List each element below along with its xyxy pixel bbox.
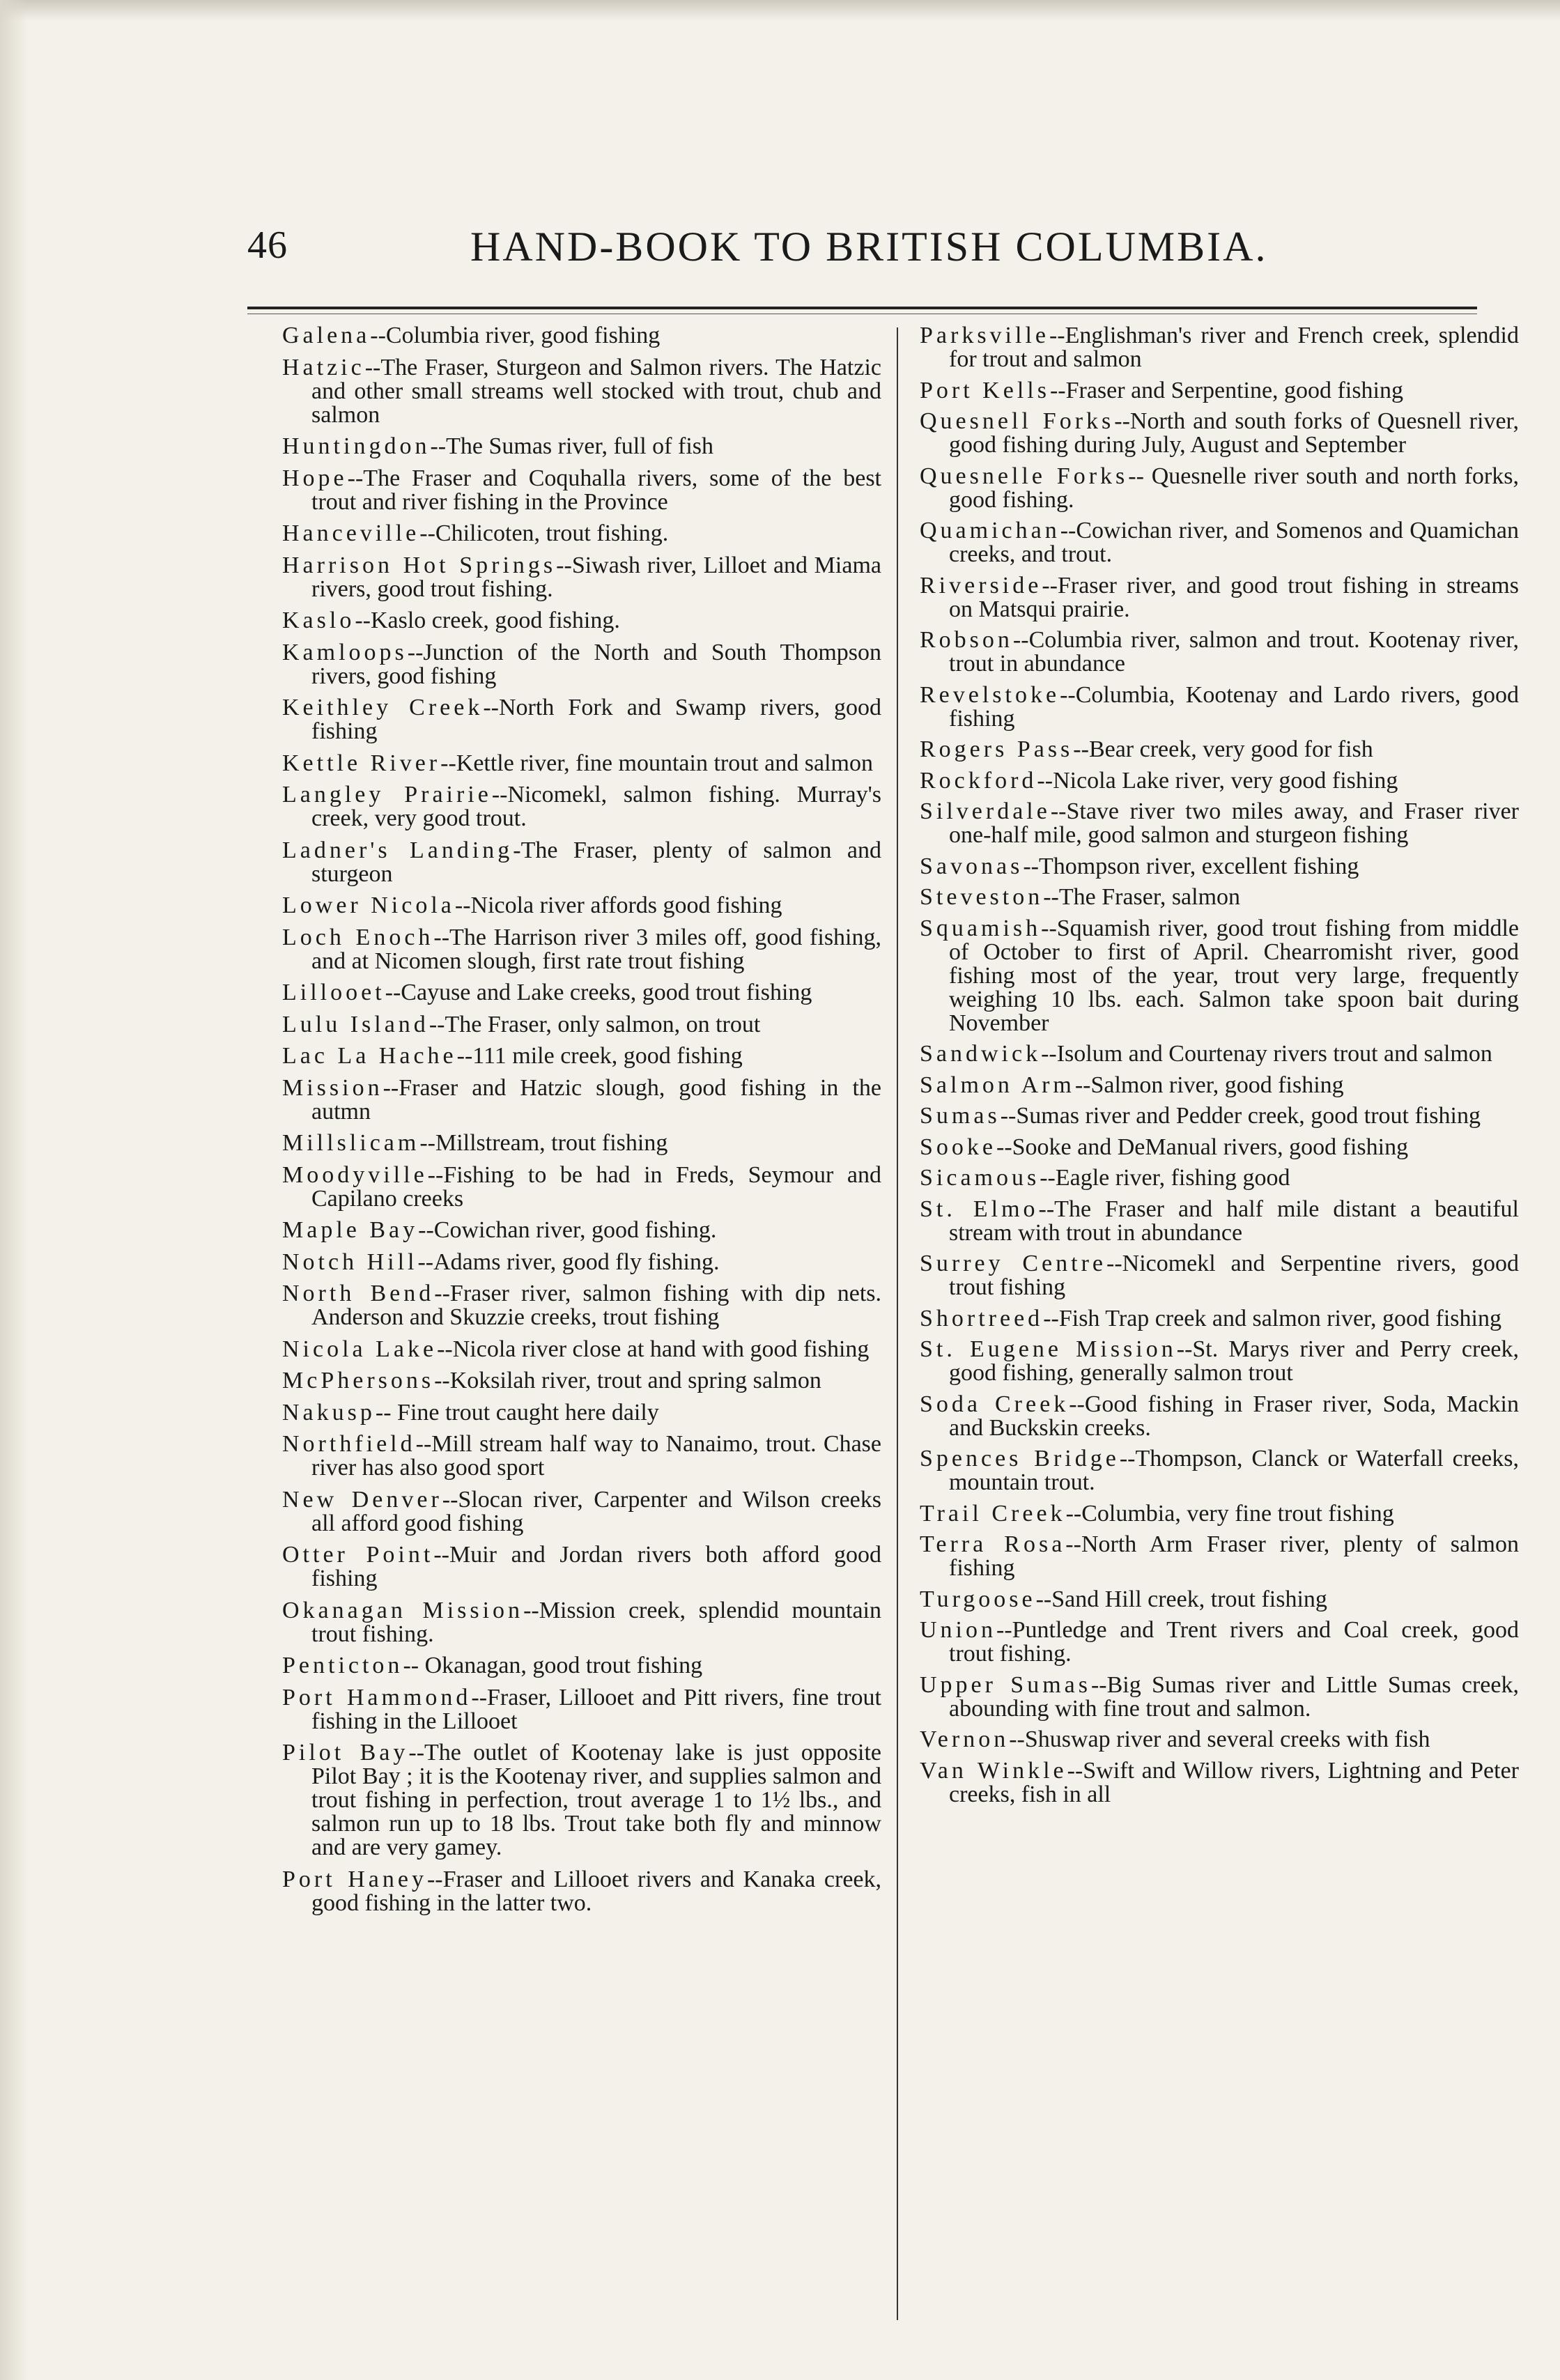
directory-entry — [920, 683, 1519, 731]
entry-place-name: Parksville — [920, 323, 1049, 348]
directory-entry — [282, 752, 881, 775]
directory-entry — [282, 1076, 881, 1124]
entry-description: --Thompson river, excellent fishing — [1023, 853, 1359, 879]
directory-entry — [920, 628, 1519, 676]
entry-place-name: Millslicam — [282, 1130, 420, 1156]
entry-description: --Koksilah river, trout and spring salmon — [434, 1368, 821, 1393]
directory-entry — [282, 981, 881, 1005]
entry-place-name: Sandwick — [920, 1041, 1042, 1067]
directory-entry — [282, 1219, 881, 1242]
entry-place-name: Vernon — [920, 1726, 1010, 1752]
entry-place-name: Okanagan Mission — [282, 1597, 524, 1623]
directory-entry — [920, 465, 1519, 512]
entry-description: --Sumas river and Pedder creek, good trout fishing — [1000, 1103, 1481, 1129]
directory-entry — [920, 1136, 1519, 1159]
entry-description: --Slocan river, Carpenter and Wilson creeks all afford good fishing — [311, 1486, 881, 1536]
directory-entry — [282, 1543, 881, 1591]
directory-entry — [920, 1588, 1519, 1612]
directory-entry — [282, 435, 881, 458]
directory-entry — [920, 1307, 1519, 1331]
directory-entry — [282, 783, 881, 830]
entry-place-name: Hatzic — [282, 354, 365, 380]
entry-description: --Cowichan river, good fishing. — [418, 1217, 717, 1243]
entry-place-name: Port Haney — [282, 1866, 427, 1892]
entry-description: --The Fraser and half mile distant a beautiful stream with trout in abundance — [949, 1196, 1519, 1246]
directory-entry — [282, 1432, 881, 1480]
entry-place-name: Kettle River — [282, 750, 441, 776]
directory-entry — [920, 1042, 1519, 1066]
directory-entry — [920, 855, 1519, 879]
entry-description: --Muir and Jordan rivers both afford good fishing — [311, 1542, 881, 1591]
entry-place-name: Steveston — [920, 884, 1044, 910]
entry-description: -- Okanagan, good trout fishing — [403, 1653, 703, 1678]
entry-description: --Good fishing in Fraser river, Soda, Mackin and Buckskin creeks. — [949, 1391, 1519, 1441]
entry-place-name: Rogers Pass — [920, 736, 1074, 762]
entry-description: --The Fraser, only salmon, on trout — [428, 1011, 761, 1037]
entry-description: --The Sumas river, full of fish — [430, 433, 713, 459]
entry-place-name: Nicola Lake — [282, 1336, 438, 1362]
entry-place-name: Huntingdon — [282, 433, 431, 459]
entry-place-name: Rockford — [920, 767, 1037, 794]
directory-entry — [282, 1161, 881, 1212]
entry-place-name: North Bend — [282, 1281, 435, 1306]
entry-description: --Englishman's river and French creek, splendid for trout and salmon — [949, 323, 1519, 372]
entry-place-name: Langley Prairie — [282, 782, 492, 808]
entry-place-name: Pilot Bay — [282, 1740, 409, 1765]
entry-place-name: St. Elmo — [920, 1196, 1039, 1222]
left-column — [282, 324, 881, 1923]
directory-entry — [920, 1447, 1519, 1494]
directory-entry — [920, 410, 1519, 457]
entry-description: --The outlet of Kootenay lake is just opposite Pilot Bay ; it is the Kootenay river, and supplies salmon and trout fishing in perfection, trout average 1 to 1½ lbs., and salmon run up to 18 lbs. Trout take both fly and minnow and are very gamey. — [311, 1740, 881, 1860]
entry-place-name: Quesnelle Forks — [920, 463, 1129, 489]
directory-entry — [920, 1104, 1519, 1128]
directory-entry — [920, 1533, 1519, 1580]
entry-place-name: Penticton — [282, 1653, 403, 1678]
entry-description: --Puntledge and Trent rivers and Coal creek, good trout fishing. — [949, 1617, 1519, 1667]
entry-description: --Adams river, good fly fishing. — [417, 1249, 720, 1275]
entry-description: --Big Sumas river and Little Sumas creek, abounding with fine trout and salmon. — [949, 1671, 1519, 1722]
entry-place-name: Spences Bridge — [920, 1446, 1120, 1471]
entry-place-name: Quesnell Forks — [920, 408, 1115, 434]
entry-place-name: Revelstoke — [920, 681, 1060, 708]
entry-place-name: Nakusp — [282, 1399, 376, 1425]
directory-entry — [920, 1502, 1519, 1526]
directory-entry — [282, 1599, 881, 1646]
entry-place-name: Lillooet — [282, 980, 385, 1005]
directory-entry — [920, 324, 1519, 371]
entry-description: --Sand Hill creek, trout fishing — [1035, 1586, 1327, 1612]
entry-description: --Fraser and Serpentine, good fishing — [1049, 377, 1403, 403]
entry-description: --Mill stream half way to Nanaimo, trout. Chase river has also good sport — [311, 1431, 881, 1481]
entry-place-name: Hope — [282, 465, 348, 491]
entry-place-name: Keithley Creek — [282, 695, 484, 720]
entry-description: --Siwash river, Lilloet and Miama rivers, good trout fishing. — [311, 552, 881, 602]
entry-place-name: New Denver — [282, 1486, 442, 1513]
entry-place-name: Otter Point — [282, 1542, 434, 1568]
entry-description: --Fraser and Hatzic slough, good fishing in the autmn — [311, 1074, 881, 1125]
entry-description: --Nicomekl and Serpentine rivers, good trout fishing — [949, 1251, 1519, 1300]
directory-entry — [920, 1618, 1519, 1666]
entry-place-name: Northfield — [282, 1431, 416, 1457]
entry-description: --Isolum and Courtenay rivers trout and salmon — [1041, 1041, 1492, 1067]
entry-description: --Salmon river, good fishing — [1074, 1072, 1344, 1098]
entry-description: --Nicola river affords good fishing — [454, 892, 782, 918]
entry-place-name: Sumas — [920, 1103, 1001, 1129]
entry-description: --Mission creek, splendid mountain trout fishing. — [311, 1597, 881, 1647]
entry-place-name: Kaslo — [282, 608, 355, 633]
entry-place-name: Lulu Island — [282, 1011, 429, 1037]
right-column — [920, 324, 1519, 1814]
entry-description: --North Arm Fraser river, plenty of salmon fishing — [949, 1531, 1519, 1581]
entry-description: --Stave river two miles away, and Fraser river one-half mile, good salmon and sturgeon fishing — [949, 798, 1519, 848]
entry-place-name: Union — [920, 1617, 996, 1643]
entry-description: --The Harrison river 3 miles off, good fishing, and at Nicomen slough, first rate trout fishing — [311, 924, 881, 974]
directory-entry — [282, 1013, 881, 1037]
directory-entry — [282, 522, 881, 546]
directory-entry — [920, 886, 1519, 909]
entry-place-name: Mission — [282, 1074, 383, 1101]
entry-description: --Fraser river, and good trout fishing in streams on Matsqui prairie. — [949, 572, 1519, 622]
entry-place-name: Hanceville — [282, 520, 420, 546]
entry-place-name: Squamish — [920, 915, 1042, 941]
entry-place-name: Lac La Hache — [282, 1043, 457, 1069]
entry-description: --Squamish river, good trout fishing from middle of October to first of April. Chearromisht river, good fishing most of the year, trout very large, frequently weighing 10 lbs. each. Salmon take spoon bait during November — [949, 915, 1519, 1036]
entry-place-name: Soda Creek — [920, 1391, 1069, 1417]
entry-description: -The Fraser, plenty of salmon and sturgeon — [311, 837, 881, 887]
directory-entry — [282, 1488, 881, 1536]
entry-description: --Cayuse and Lake creeks, good trout fishing — [385, 980, 812, 1005]
entry-place-name: Kamloops — [282, 639, 408, 665]
page-header — [247, 223, 1474, 293]
directory-entry — [282, 1741, 881, 1860]
entry-description: --Chilicoten, trout fishing. — [419, 520, 669, 546]
entry-description: --Columbia, Kootenay and Lardo rivers, good fishing — [949, 681, 1519, 732]
entry-place-name: Van Winkle — [920, 1757, 1067, 1784]
entry-place-name: Port Hammond — [282, 1684, 472, 1710]
entry-description: -- Quesnelle river south and north forks, good fishing. — [949, 463, 1519, 513]
scan-left-edge — [0, 0, 28, 2380]
entry-description: --Cowichan river, and Somenos and Quamichan creeks, and trout. — [949, 518, 1519, 567]
directory-entry — [282, 1654, 881, 1678]
directory-entry — [282, 356, 881, 427]
entry-description: --North Fork and Swamp rivers, good fishing — [311, 695, 882, 744]
entry-description: --Fraser and Lillooet rivers and Kanaka creek, good fishing in the latter two. — [311, 1866, 881, 1916]
entry-description: --Nicola river close at hand with good fishing — [437, 1336, 870, 1362]
directory-entry — [920, 800, 1519, 847]
entry-place-name: Savonas — [920, 853, 1024, 879]
entry-description: --Junction of the North and South Thompson rivers, good fishing — [311, 639, 881, 689]
directory-entry — [920, 1166, 1519, 1190]
entry-place-name: Moodyville — [282, 1161, 428, 1188]
entry-description: --Sooke and DeManual rivers, good fishing — [996, 1134, 1409, 1160]
directory-entry — [920, 1759, 1519, 1807]
entry-place-name: Quamichan — [920, 518, 1060, 543]
entry-description: --Bear creek, very good for fish — [1073, 736, 1373, 762]
entry-description: --North and south forks of Quesnell river, good fishing during July, August and September — [949, 408, 1519, 458]
directory-entry — [920, 738, 1519, 762]
entry-description: --Nicola Lake river, very good fishing — [1037, 767, 1398, 794]
directory-entry — [282, 1044, 881, 1068]
entry-description: --Kettle river, fine mountain trout and salmon — [440, 750, 873, 776]
directory-entry — [282, 1282, 881, 1329]
directory-entry — [282, 467, 881, 514]
directory-entry — [282, 1686, 881, 1733]
directory-entry — [920, 519, 1519, 566]
entry-description: --Nicomekl, salmon fishing. Murray's creek, very good trout. — [311, 782, 881, 831]
entry-place-name: Terra Rosa — [920, 1531, 1066, 1557]
directory-entry — [282, 1131, 881, 1155]
page-number: 46 — [247, 224, 288, 267]
entry-description: --Columbia river, good fishing — [370, 323, 661, 348]
column-divider — [897, 327, 898, 2320]
entry-place-name: Riverside — [920, 572, 1042, 598]
entry-place-name: Trail Creek — [920, 1500, 1066, 1527]
directory-entry — [282, 1369, 881, 1393]
entry-description: --The Fraser and Coquhalla rivers, some of the best trout and river fishing in the Province — [311, 465, 881, 515]
entry-description: --Thompson, Clanck or Waterfall creeks, mountain trout. — [949, 1446, 1520, 1495]
directory-entry — [920, 574, 1519, 621]
entry-place-name: Turgoose — [920, 1586, 1036, 1612]
entry-description: -- Fine trout caught here daily — [375, 1399, 659, 1425]
entry-place-name: Lower Nicola — [282, 892, 455, 918]
entry-place-name: Sicamous — [920, 1165, 1040, 1191]
entry-description: --Fraser, Lillooet and Pitt rivers, fine trout fishing in the Lillooet — [311, 1684, 881, 1734]
directory-entry — [920, 1728, 1519, 1752]
directory-entry — [282, 324, 881, 348]
running-title: HAND-BOOK TO BRITISH COLUMBIA. — [470, 224, 1268, 270]
directory-entry — [920, 1393, 1519, 1440]
directory-entry — [282, 609, 881, 633]
entry-place-name: Shortreed — [920, 1305, 1044, 1331]
entry-description: --Fishing to be had in Freds, Seymour and Capilano creeks — [311, 1161, 881, 1212]
entry-description: --Fraser river, salmon fishing with dip nets. Anderson and Skuzzie creeks, trout fishing — [311, 1281, 881, 1330]
entry-description: --Columbia, very fine trout fishing — [1065, 1500, 1394, 1527]
directory-entry — [282, 696, 881, 743]
entry-place-name: Maple Bay — [282, 1217, 419, 1243]
entry-place-name: Silverdale — [920, 798, 1051, 824]
entry-place-name: Ladner's Landing — [282, 837, 513, 863]
directory-entry — [920, 1198, 1519, 1245]
directory-entry — [920, 917, 1519, 1035]
scan-top-edge — [0, 0, 1560, 21]
entry-place-name: Notch Hill — [282, 1249, 418, 1275]
directory-entry — [282, 1338, 881, 1361]
entry-description: --The Fraser, Sturgeon and Salmon rivers. The Hatzic and other small streams well stocked with trout, chub and salmon — [311, 354, 881, 428]
entry-description: --Shuswap river and several creeks with fish — [1009, 1726, 1430, 1752]
directory-entry — [920, 1338, 1519, 1385]
entry-place-name: Salmon Arm — [920, 1072, 1075, 1098]
directory-entry — [282, 894, 881, 918]
directory-entry — [282, 641, 881, 688]
entry-place-name: Galena — [282, 323, 371, 348]
entry-description: --St. Marys river and Perry creek, good fishing, generally salmon trout — [949, 1336, 1519, 1386]
entry-place-name: Harrison Hot Springs — [282, 552, 557, 578]
entry-place-name: Surrey Centre — [920, 1251, 1106, 1276]
directory-entry — [920, 379, 1519, 403]
entry-description: --Kaslo creek, good fishing. — [355, 608, 620, 633]
entry-description: --Eagle river, fishing good — [1040, 1165, 1290, 1191]
directory-entry — [920, 1074, 1519, 1097]
entry-description: --Millstream, trout fishing — [419, 1130, 668, 1156]
directory-entry — [920, 1671, 1519, 1722]
entry-description: --Fish Trap creek and salmon river, good fishing — [1043, 1305, 1501, 1331]
entry-place-name: Upper Sumas — [920, 1671, 1091, 1698]
directory-entry — [282, 1868, 881, 1915]
entry-place-name: Loch Enoch — [282, 924, 434, 950]
entry-place-name: McPhersons — [282, 1368, 435, 1393]
entry-description: --Columbia river, salmon and trout. Kootenay river, trout in abundance — [949, 627, 1519, 677]
entry-place-name: Sooke — [920, 1134, 996, 1160]
entry-description: --Swift and Willow rivers, Lightning and Peter creeks, fish in all — [949, 1757, 1519, 1807]
entry-place-name: St. Eugene Mission — [920, 1336, 1177, 1362]
directory-entry — [920, 769, 1519, 793]
directory-entry — [282, 1401, 881, 1425]
directory-entry — [920, 1252, 1519, 1299]
header-rule — [247, 307, 1477, 309]
entry-description: --The Fraser, salmon — [1043, 884, 1241, 910]
directory-entry — [282, 839, 881, 886]
directory-entry — [282, 926, 881, 973]
entry-place-name: Robson — [920, 627, 1013, 653]
entry-place-name: Port Kells — [920, 377, 1050, 403]
directory-entry — [282, 554, 881, 601]
entry-description: --111 mile creek, good fishing — [456, 1043, 743, 1069]
directory-entry — [282, 1251, 881, 1274]
